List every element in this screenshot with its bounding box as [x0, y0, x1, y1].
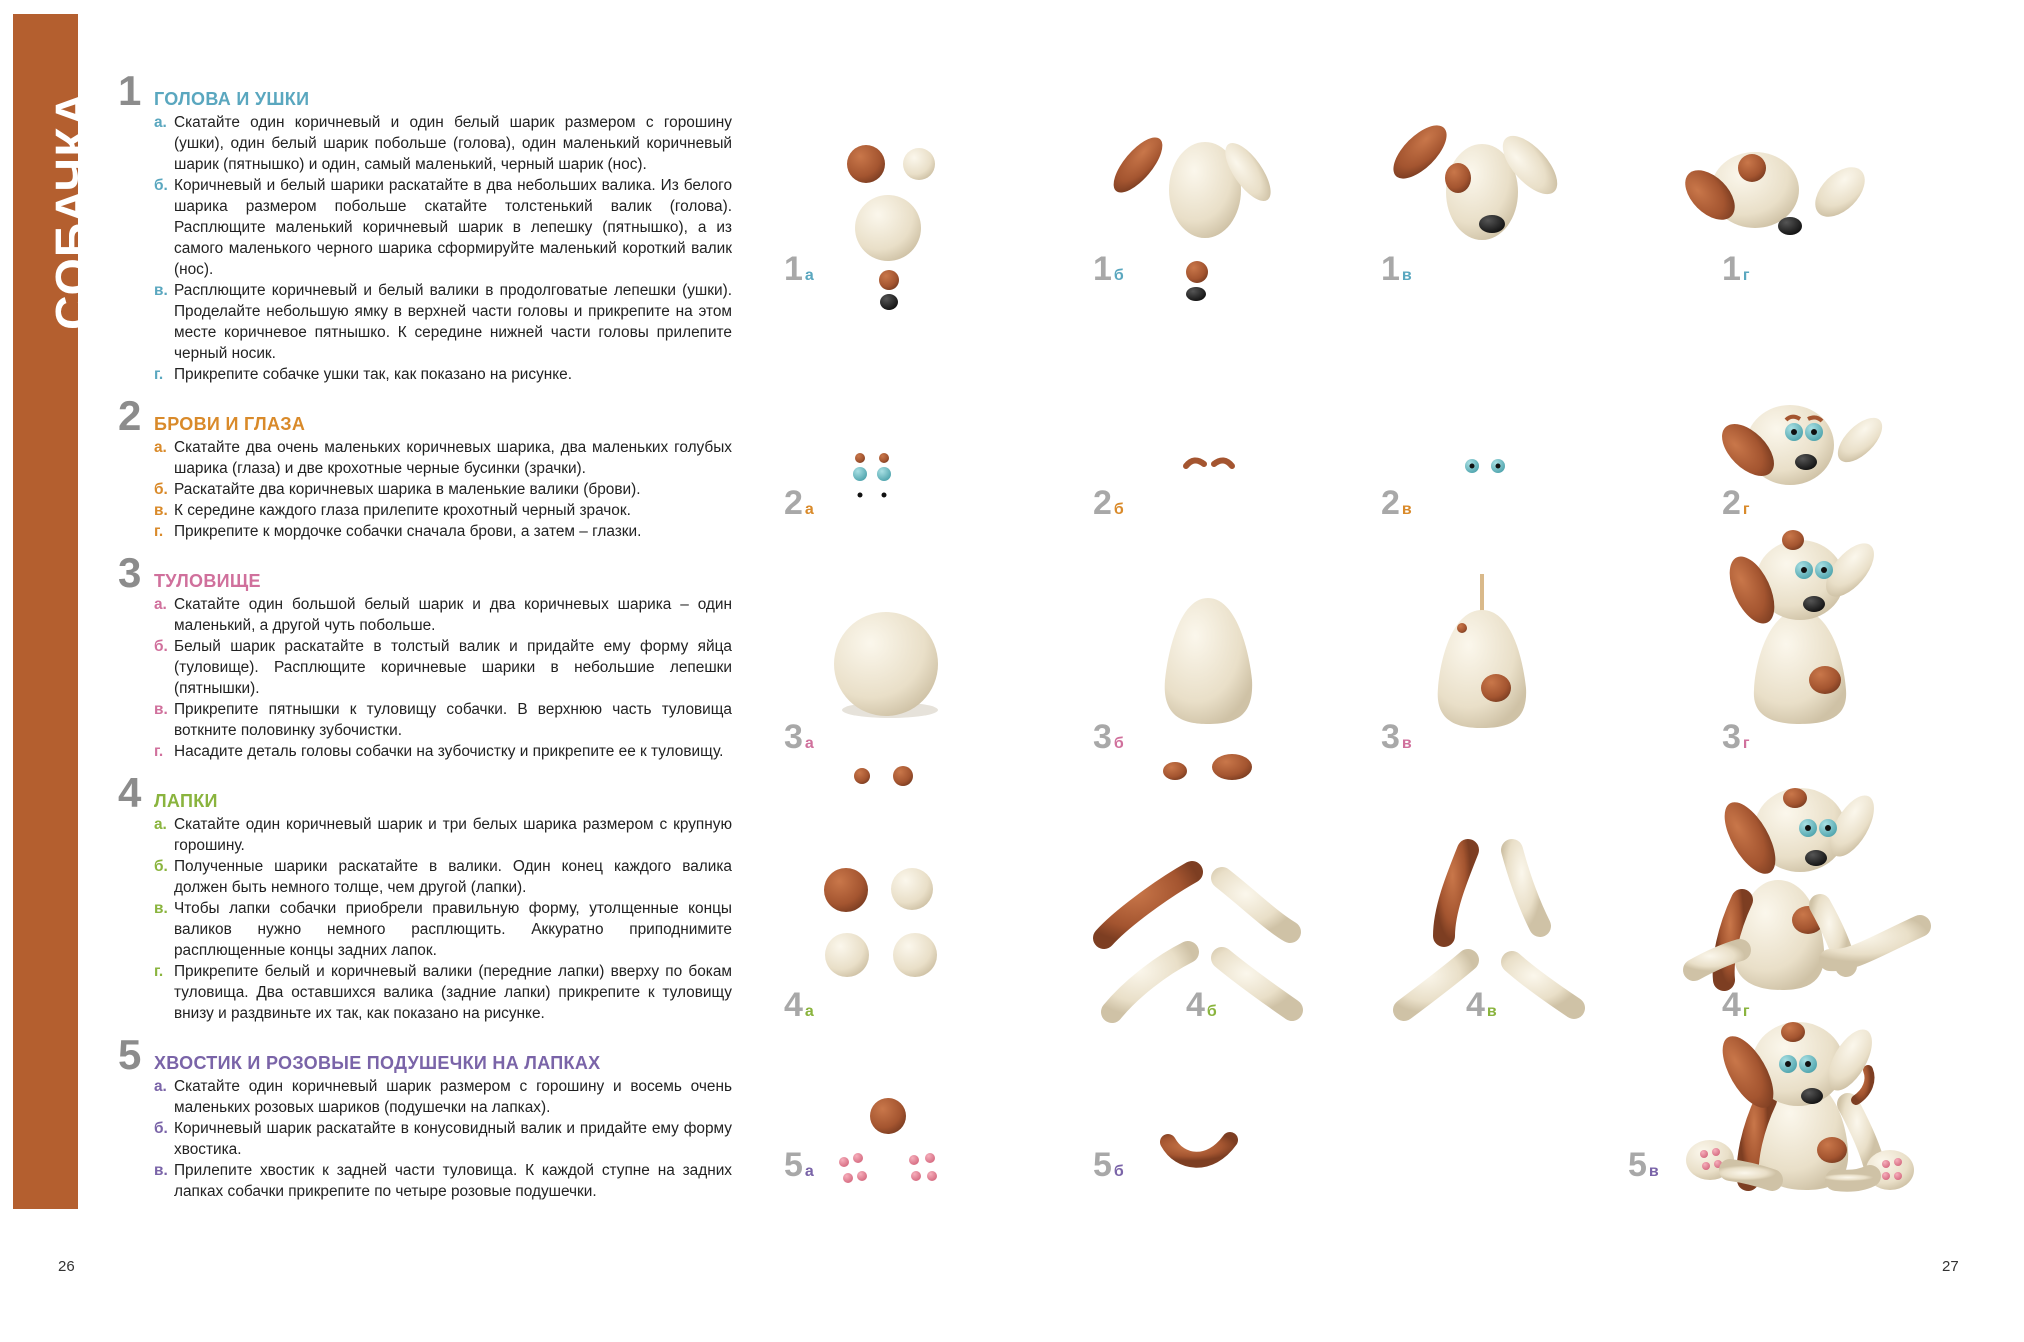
- item-text: Скатайте один коричневый и один белый шарик размером с горошину (ушки), один белый шарик побольше (голова), один маленький коричневый шарик (пятнышко) и один, самый маленький, черный шарик (нос).: [174, 114, 732, 173]
- photo-4c: [1404, 850, 1574, 1010]
- step-title: ТУЛОВИЩЕ: [154, 571, 261, 591]
- photo-label-number: 5: [1093, 1146, 1112, 1184]
- photo-5b: [1168, 1140, 1230, 1160]
- item-letter: а.: [154, 439, 167, 456]
- photo-label: [1093, 252, 1124, 293]
- photo-1c: [1385, 117, 1567, 240]
- item-letter: г.: [154, 743, 164, 760]
- item-text: К середине каждого глаза прилепите крохотный черный зрачок.: [174, 502, 631, 519]
- photo-1d: [1676, 152, 1874, 235]
- photo-label-letter: г: [1742, 501, 1750, 518]
- photo-2b: [1186, 460, 1232, 466]
- photo-label-number: 2: [1093, 484, 1112, 522]
- item-text: Расплющите коричневый и белый валики в продолговатые лепешки (ушки). Проделайте небольшую ямку в верхней части головы и прикрепите на этом месте коричневое пятнышко. К середине нижней части головы прилепите черный носик.: [174, 282, 732, 362]
- photo-label-letter: б: [1113, 1163, 1124, 1180]
- photo-label-letter: г: [1742, 1003, 1750, 1020]
- photo-3c: [1438, 574, 1526, 728]
- item-letter: б.: [154, 858, 168, 875]
- photo-label-number: 5: [1628, 1146, 1647, 1184]
- photo-label-letter: а: [804, 501, 814, 518]
- photo-label-number: 3: [1093, 718, 1112, 756]
- photo-label: [784, 1148, 814, 1189]
- item-letter: в.: [154, 502, 168, 519]
- item-text: Прикрепите собачке ушки так, как показано на рисунке.: [174, 366, 573, 383]
- photo-label-letter: а: [804, 1163, 814, 1180]
- photo-label-number: 1: [1381, 250, 1400, 288]
- item-text: Насадите деталь головы собачки на зубочистку и прикрепите ее к туловищу.: [174, 743, 724, 760]
- photo-label-number: 2: [784, 484, 803, 522]
- item-text: Коричневый и белый шарики раскатайте в два небольших валика. Из белого шарика размером побольше скатайте толстенький валик (голова). Расплющите маленький коричневый шарик в лепешку (пятнышко), а из самого маленького черного шарика сформируйте маленький короткий валик (нос).: [174, 177, 732, 278]
- photo-label: [1722, 988, 1750, 1029]
- photo-label-number: 4: [1722, 986, 1741, 1024]
- item-text: Скатайте один большой белый шарик и два коричневых шарика – один маленький, а другой чуть побольше.: [174, 596, 732, 634]
- step-title: ХВОСТИК И РОЗОВЫЕ ПОДУШЕЧКИ НА ЛАПКАХ: [154, 1053, 601, 1073]
- photo-label-letter: в: [1401, 267, 1412, 284]
- photo-label: [1093, 720, 1124, 761]
- photo-label-number: 1: [784, 250, 803, 288]
- photo-label-letter: в: [1401, 501, 1412, 518]
- item-letter: б.: [154, 1120, 168, 1137]
- step-number: 5: [118, 1031, 142, 1078]
- photo-label: [1093, 1148, 1124, 1189]
- item-text: Прикрепите белый и коричневый валики (передние лапки) вверху по бокам туловища. Два оставшихся валика (задние лапки) прикрепите к туловищу внизу и раздвиньте их так, как показано на рисунке.: [174, 963, 732, 1022]
- item-text: Чтобы лапки собачки приобрели правильную форму, утолщенные концы валиков нужно немного расплющить. Аккуратно приподнимите расплющенные концы задних лапок.: [174, 900, 732, 959]
- photo-3b: [1163, 598, 1252, 780]
- photo-label: [784, 486, 814, 527]
- item-letter: г.: [154, 523, 164, 540]
- photo-label-number: 2: [1381, 484, 1400, 522]
- item-text: Прикрепите к мордочке собачки сначала брови, а затем – глазки.: [174, 523, 642, 540]
- photo-label: [1466, 988, 1497, 1029]
- photo-label-letter: в: [1401, 735, 1412, 752]
- photo-label: [784, 252, 814, 293]
- item-letter: в.: [154, 282, 168, 299]
- photo-3a: [834, 612, 938, 786]
- photo-label: [784, 988, 814, 1029]
- item-text: Белый шарик раскатайте в толстый валик и придайте ему форму яйца (туловище). Расплющите коричневые шарики в небольшие лепешки (пятнышки).: [174, 638, 732, 697]
- item-text: Скатайте один коричневый шарик размером с горошину и восемь очень маленьких розовых шариков (подушечки на лапках).: [174, 1078, 732, 1116]
- photo-2a: [853, 453, 891, 498]
- photo-label: [1381, 252, 1412, 293]
- photo-label: [1381, 486, 1412, 527]
- photo-label: [1722, 720, 1750, 761]
- photo-label-number: 4: [1186, 986, 1205, 1024]
- step-title: ЛАПКИ: [154, 791, 218, 811]
- item-letter: б.: [154, 177, 168, 194]
- page-number-right: 27: [1942, 1258, 1959, 1275]
- photo-label-letter: б: [1206, 1003, 1217, 1020]
- photo-label-number: 5: [784, 1146, 803, 1184]
- photo-label-number: 1: [1722, 250, 1741, 288]
- photo-label-letter: а: [804, 1003, 814, 1020]
- step-number: 1: [118, 67, 142, 114]
- step-title: ГОЛОВА И УШКИ: [154, 89, 310, 109]
- photo-label: [1722, 486, 1750, 527]
- photo-4a: [824, 868, 937, 977]
- item-letter: а.: [154, 114, 167, 131]
- photo-label: [784, 720, 814, 761]
- photo-label: [1381, 720, 1412, 761]
- chapter-title: СОБАЧКА: [47, 90, 100, 330]
- step-number: 2: [118, 392, 142, 439]
- item-letter: б.: [154, 638, 168, 655]
- photo-label-number: 4: [1466, 986, 1485, 1024]
- step-number: 4: [118, 769, 142, 816]
- item-letter: а.: [154, 596, 167, 613]
- photo-2c: [1465, 459, 1505, 473]
- photo-1a: [847, 145, 935, 310]
- photo-label: [1186, 988, 1217, 1029]
- photo-label: [1628, 1148, 1659, 1189]
- photo-label: [1722, 252, 1750, 293]
- photo-4d: [1694, 788, 1920, 990]
- photo-label-number: 2: [1722, 484, 1741, 522]
- item-letter: в.: [154, 900, 168, 917]
- photo-label-number: 3: [784, 718, 803, 756]
- item-text: Скатайте один коричневый шарик и три белых шарика размером с крупную горошину.: [174, 816, 732, 854]
- item-letter: г.: [154, 366, 164, 383]
- step-number: 3: [118, 549, 142, 596]
- item-letter: а.: [154, 816, 167, 833]
- step-title: БРОВИ И ГЛАЗА: [154, 414, 306, 434]
- photo-label-number: 3: [1381, 718, 1400, 756]
- photo-label-letter: а: [804, 735, 814, 752]
- item-text: Прилепите хвостик к задней части туловища. К каждой ступне на задних лапках собачки прикрепите по четыре розовые подушечки.: [174, 1162, 732, 1200]
- item-text: Раскатайте два коричневых шарика в маленькие валики (брови).: [174, 481, 641, 498]
- item-text: Полученные шарики раскатайте в валики. Один конец каждого валика должен быть немного толще, чем другой (лапки).: [174, 858, 732, 896]
- photo-label-letter: г: [1742, 735, 1750, 752]
- photo-label-letter: г: [1742, 267, 1750, 284]
- photo-label: [1093, 486, 1124, 527]
- photo-label-number: 1: [1093, 250, 1112, 288]
- photo-5a: [839, 1098, 937, 1183]
- item-letter: а.: [154, 1078, 167, 1095]
- photo-label-number: 4: [784, 986, 803, 1024]
- item-text: Коричневый шарик раскатайте в конусовидный валик и придайте ему форму хвостика.: [174, 1120, 732, 1158]
- page-number-left: 26: [58, 1258, 75, 1275]
- photo-label-letter: а: [804, 267, 814, 284]
- photo-label-letter: б: [1113, 735, 1124, 752]
- item-letter: г.: [154, 963, 164, 980]
- item-letter: б.: [154, 481, 168, 498]
- photo-5c: [1686, 1022, 1914, 1190]
- photo-label-letter: б: [1113, 267, 1124, 284]
- photo-1b: [1105, 130, 1279, 301]
- photo-label-letter: в: [1486, 1003, 1497, 1020]
- item-text: Скатайте два очень маленьких коричневых шарика, два маленьких голубых шарика (глаза) и две крохотные черные бусинки (зрачки).: [174, 439, 732, 477]
- photo-label-letter: в: [1648, 1163, 1659, 1180]
- item-letter: в.: [154, 1162, 168, 1179]
- photo-label-number: 3: [1722, 718, 1741, 756]
- photo-label-letter: б: [1113, 501, 1124, 518]
- item-letter: в.: [154, 701, 168, 718]
- photo-2d: [1713, 405, 1890, 485]
- item-text: Прикрепите пятнышки к туловищу собачки. В верхнюю часть туловища воткните половинку зубочистки.: [174, 701, 732, 739]
- photo-3d: [1720, 530, 1882, 724]
